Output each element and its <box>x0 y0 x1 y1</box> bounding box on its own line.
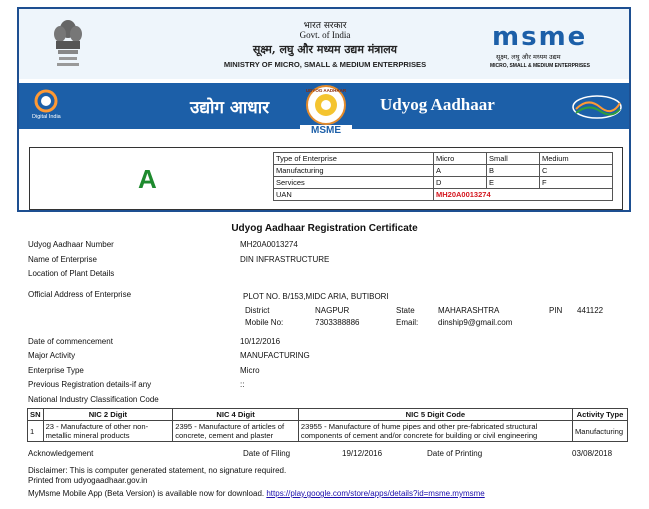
type-table-row <box>274 177 613 189</box>
nic-header: SN <box>28 409 44 421</box>
aadhaar-number: MH20A0013274 <box>240 240 298 249</box>
email-label: Email: <box>396 318 419 327</box>
state-label: State <box>396 306 415 315</box>
previous-registration-label: Previous Registration details-if any <box>28 380 152 389</box>
msme-hindi: सूक्ष्म, लघु और मध्यम उद्यम <box>496 53 561 61</box>
nic-header-row <box>28 409 628 421</box>
type-table-row <box>274 165 613 177</box>
nic-header: NIC 5 Digit Code <box>298 409 572 421</box>
aadhaar-number-label: Udyog Aadhaar Number <box>28 240 114 249</box>
commencement-date: 10/12/2016 <box>240 337 281 346</box>
type-cell: Manufacturing <box>274 165 434 177</box>
gov-hindi: भारत सरकार <box>303 21 347 31</box>
seal-text-top: UDYOG AADHAAR <box>305 88 347 93</box>
app-notice-text: MyMsme Mobile App (Beta Version) is available now for download. <box>28 489 265 498</box>
uan-label: UAN <box>274 189 434 201</box>
mobile-label: Mobile No: <box>245 318 284 327</box>
nic-cell: 1 <box>28 421 44 442</box>
nic-cell: Manufacturing <box>572 421 627 442</box>
app-notice <box>28 489 485 498</box>
commencement-label: Date of commencement <box>28 337 113 346</box>
nic-cell: 2395 - Manufacture of articles of concrete, cement and plaster <box>173 421 299 442</box>
msme-logo: msme <box>492 22 588 52</box>
type-header-cell: Type of Enterprise <box>274 153 434 165</box>
printed-from: Printed from udyogaadhaar.gov.in <box>28 476 148 485</box>
ministry-hindi: सूक्ष्म, लघु और मध्यम उद्यम मंत्रालय <box>252 43 398 56</box>
type-cell: A <box>434 165 487 177</box>
type-cell: C <box>540 165 613 177</box>
nic-table <box>27 408 628 442</box>
district-label: District <box>245 306 270 315</box>
type-header-cell: Medium <box>540 153 613 165</box>
plant-location-label: Location of Plant Details <box>28 269 115 278</box>
filing-label: Date of Filing <box>243 449 291 458</box>
previous-registration: :: <box>240 380 245 389</box>
major-activity: MANUFACTURING <box>240 351 310 360</box>
pin-label: PIN <box>549 306 563 315</box>
official-address-label: Official Address of Enterprise <box>28 290 132 299</box>
nic-header: Activity Type <box>572 409 627 421</box>
nic-label: National Industry Classification Code <box>28 395 159 404</box>
nic-cell: 23955 - Manufacture of hume pipes and other pre-fabricated structural components of cement and/or concrete for building or civil engineering <box>298 421 572 442</box>
enterprise-type: Micro <box>240 366 260 375</box>
emblem-wave-icon <box>570 93 624 121</box>
play-store-link[interactable]: https://play.google.com/store/apps/details?id=msme.mymsme <box>266 489 485 498</box>
printing-date: 03/08/2018 <box>572 449 613 458</box>
msme-caption: MICRO, SMALL & MEDIUM ENTERPRISES <box>490 63 590 69</box>
type-cell: D <box>434 177 487 189</box>
nic-header: NIC 4 Digit <box>173 409 299 421</box>
enterprise-name-label: Name of Enterprise <box>28 255 97 264</box>
nic-row <box>28 421 628 442</box>
address-line: PLOT NO. B/153,MIDC ARIA, BUTIBORI <box>243 292 389 301</box>
type-header-cell: Micro <box>434 153 487 165</box>
mobile-value: 7303388886 <box>315 318 360 327</box>
type-cell: E <box>487 177 540 189</box>
national-emblem-icon <box>50 17 86 75</box>
enterprise-name: DIN INFRASTRUCTURE <box>240 255 330 264</box>
disclaimer: Disclaimer: This is computer generated statement, no signature required. <box>28 466 287 475</box>
seal-text-bottom: MSME <box>300 125 352 136</box>
uan-row <box>274 189 613 201</box>
acknowledgement-label: Acknowledgement <box>28 449 94 458</box>
pin-value: 441122 <box>577 306 604 315</box>
udyog-aadhaar-hindi: उद्योग आधार <box>190 98 270 118</box>
type-header-cell: Small <box>487 153 540 165</box>
nic-header: NIC 2 Digit <box>43 409 173 421</box>
certificate-title: Udyog Aadhaar Registration Certificate <box>231 223 418 234</box>
uan-value: MH20A0013274 <box>434 189 613 201</box>
filing-date: 19/12/2016 <box>342 449 383 458</box>
udyog-aadhaar-english: Udyog Aadhaar <box>380 95 495 114</box>
gov-english: Govt. of India <box>299 30 351 40</box>
email-value: dinship9@gmail.com <box>438 318 513 327</box>
type-cell: B <box>487 165 540 177</box>
printing-label: Date of Printing <box>427 449 483 458</box>
nic-cell: 23 - Manufacture of other non-metallic mineral products <box>43 421 173 442</box>
ministry-english: MINISTRY OF MICRO, SMALL & MEDIUM ENTERPRISES <box>223 60 427 69</box>
major-activity-label: Major Activity <box>28 351 76 360</box>
enterprise-type-table <box>273 152 613 201</box>
digital-india-icon <box>34 89 58 113</box>
district-value: NAGPUR <box>315 306 350 315</box>
digital-india-label: Digital India <box>32 114 61 120</box>
type-table-header <box>274 153 613 165</box>
state-value: MAHARASHTRA <box>438 306 500 315</box>
type-cell: Services <box>274 177 434 189</box>
enterprise-grade: A <box>138 164 157 194</box>
enterprise-type-label: Enterprise Type <box>28 366 84 375</box>
type-cell: F <box>540 177 613 189</box>
